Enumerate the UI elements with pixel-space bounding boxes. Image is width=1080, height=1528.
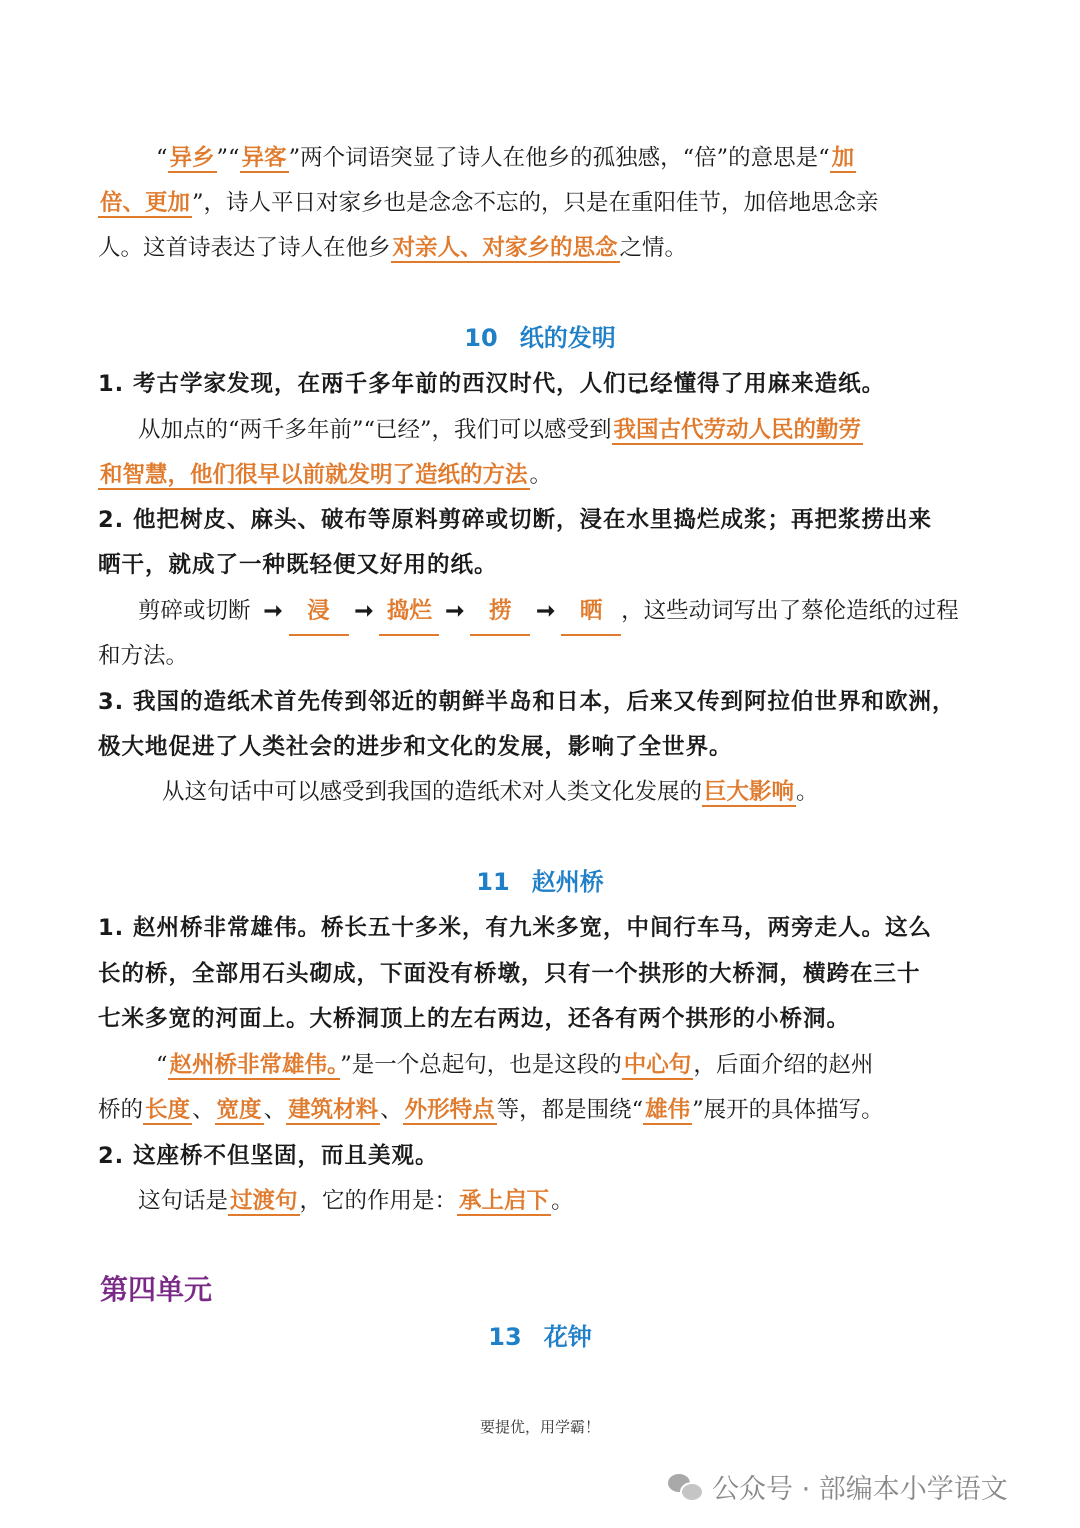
dotted-emphasis — [627, 371, 674, 397]
dotted-char: 经 — [650, 371, 674, 397]
text: 从这句话中可以感受到我国的造纸术对人类文化发展的 — [162, 779, 703, 805]
lesson-10-sentence-2-line-1: 2. 他把树皮、麻头、破布等原料剪碎或切断，浸在水里捣烂成浆；再把浆捞出来 — [98, 507, 933, 533]
text: “ — [156, 1052, 168, 1078]
lesson-11-note-2 — [98, 1179, 988, 1224]
answer-fill: 我国古代劳动人民的勤劳 — [613, 417, 862, 443]
text: ”展开的具体描写。 — [692, 1097, 884, 1123]
lesson-11-sentence-1-line-1: 1. 赵州桥非常雄伟。桥长五十多米，有九米多宽，中间行车马，两旁走人。这么 — [98, 915, 933, 941]
lesson-number: 10 — [464, 324, 498, 352]
dotted-char: 已 — [626, 371, 651, 397]
lesson-11-sentence-1-line-3: 七米多宽的河面上。大桥洞顶上的左右两边，还各有两个拱形的小桥洞。 — [98, 1006, 851, 1032]
arrow-icon: ➞ — [263, 598, 283, 624]
unit-heading: 第四单元 — [100, 1273, 213, 1306]
answer-fill: 捞 — [470, 589, 530, 636]
answer-fill: 异客 — [241, 145, 287, 171]
dotted-char: 千 — [344, 371, 369, 397]
text: 之情。 — [619, 235, 688, 261]
lesson-10-note-1-line-1 — [98, 408, 988, 453]
answer-fill: 浸 — [289, 589, 349, 636]
dotted-char: 前 — [415, 371, 439, 397]
answer-fill: 加 — [831, 145, 855, 171]
arrow-icon: ➞ — [354, 598, 374, 624]
answer-fill: 倍、更加 — [100, 190, 191, 216]
lesson-11-title — [0, 862, 1080, 902]
arrow-icon: ➞ — [536, 598, 556, 624]
poem-note-line-1 — [98, 136, 988, 181]
text: 剪碎或切断 — [138, 598, 251, 624]
lesson-11-note-1-line-1 — [98, 1043, 988, 1088]
text: ”是一个总起句，也是这段的 — [340, 1052, 622, 1078]
text: ，这些动词写出了蔡伦造纸的过程 — [621, 598, 959, 624]
lesson-10-note-2-line-1 — [98, 589, 988, 636]
text: ”，诗人平日对家乡也是念念不忘的，只是在重阳佳节，加倍地思念亲 — [192, 190, 879, 216]
lesson-name: 赵州桥 — [531, 868, 604, 896]
text: 。 — [529, 462, 553, 488]
text: 。 — [551, 1188, 574, 1214]
lesson-13-title — [0, 1317, 1080, 1357]
text: 桥的 — [98, 1097, 144, 1123]
dotted-char: 多 — [368, 371, 392, 397]
lesson-name: 花钟 — [543, 1323, 592, 1351]
text: 1. 考古学家发现，在 — [98, 371, 322, 397]
answer-fill: 建筑材料 — [288, 1097, 379, 1123]
watermark-text: 公众号 · 部编本小学语文 — [712, 1473, 1008, 1505]
text: “ — [156, 145, 168, 171]
lesson-10-sentence-2-line-2: 晒干，就成了一种既轻便又好用的纸。 — [98, 552, 498, 578]
text: 懂得了用麻来造纸。 — [673, 371, 886, 397]
answer-fill: 赵州桥非常雄伟。 — [169, 1052, 339, 1078]
footer-slogan: 要提优，用学霸！ — [479, 1418, 600, 1436]
answer-fill: 捣烂 — [379, 589, 439, 636]
lesson-number: 11 — [476, 868, 510, 896]
answer-fill: 承上启下 — [459, 1188, 550, 1214]
lesson-10-sentence-3-line-2: 极大地促进了人类社会的进步和文化的发展，影响了全世界。 — [98, 734, 733, 760]
text: ，后面介绍的赵州 — [693, 1052, 874, 1078]
lesson-name: 纸的发明 — [519, 324, 616, 352]
answer-fill: 外形特点 — [404, 1097, 495, 1123]
text: 的西汉时代，人们 — [438, 371, 627, 397]
answer-fill: 宽度 — [216, 1097, 262, 1123]
wechat-icon — [668, 1472, 702, 1500]
answer-fill: 对亲人、对家乡的思念 — [392, 235, 618, 261]
lesson-10-sentence-1 — [98, 362, 988, 407]
text: 这句话是 — [138, 1188, 229, 1214]
watermark — [668, 1464, 1068, 1508]
answer-fill: 雄伟 — [645, 1097, 691, 1123]
text: 人。这首诗表达了诗人在他乡 — [98, 235, 391, 261]
lesson-11-note-1-line-2 — [98, 1088, 988, 1133]
poem-note-line-3 — [98, 226, 988, 271]
answer-fill: 过渡句 — [230, 1188, 298, 1214]
answer-fill: 长度 — [145, 1097, 191, 1123]
lesson-11-sentence-1-line-2: 长的桥，全部用石头砌成，下面没有桥墩，只有一个拱形的大桥洞，横跨在三十 — [98, 961, 921, 987]
text: 、 — [380, 1097, 403, 1123]
answer-fill: 异乡 — [169, 145, 215, 171]
answer-fill: 和智慧，他们很早以前就发明了造纸的方法 — [100, 462, 528, 488]
answer-fill: 巨大影响 — [704, 779, 795, 805]
text: 、 — [192, 1097, 215, 1123]
text: 、 — [263, 1097, 287, 1123]
dotted-emphasis — [321, 371, 439, 397]
lesson-10-note-1-line-2 — [98, 453, 988, 498]
poem-note-line-2 — [98, 181, 988, 226]
text: 。 — [796, 779, 819, 805]
lesson-10-sentence-3-line-1: 3. 我国的造纸术首先传到邻近的朝鲜半岛和日本，后来又传到阿拉伯世界和欧洲， — [98, 689, 956, 715]
answer-fill: 中心句 — [623, 1052, 692, 1078]
text: ，它的作用是： — [299, 1188, 458, 1214]
lesson-10-note-3 — [98, 770, 988, 815]
text: ”“ — [216, 145, 240, 171]
dotted-char: 两 — [321, 371, 345, 397]
lesson-number: 13 — [488, 1323, 522, 1351]
text: ”两个词语突显了诗人在他乡的孤独感，“倍”的意思是“ — [288, 145, 830, 171]
text: 等，都是围绕“ — [496, 1097, 644, 1123]
answer-fill: 晒 — [561, 589, 621, 636]
dotted-char: 年 — [391, 371, 416, 397]
lesson-11-sentence-2: 2. 这座桥不但坚固，而且美观。 — [98, 1143, 439, 1169]
text: 从加点的“两千多年前”“已经”，我们可以感受到 — [138, 417, 612, 443]
arrow-icon: ➞ — [445, 598, 465, 624]
lesson-10-note-2-line-2: 和方法。 — [98, 643, 189, 669]
lesson-10-title — [0, 318, 1080, 358]
